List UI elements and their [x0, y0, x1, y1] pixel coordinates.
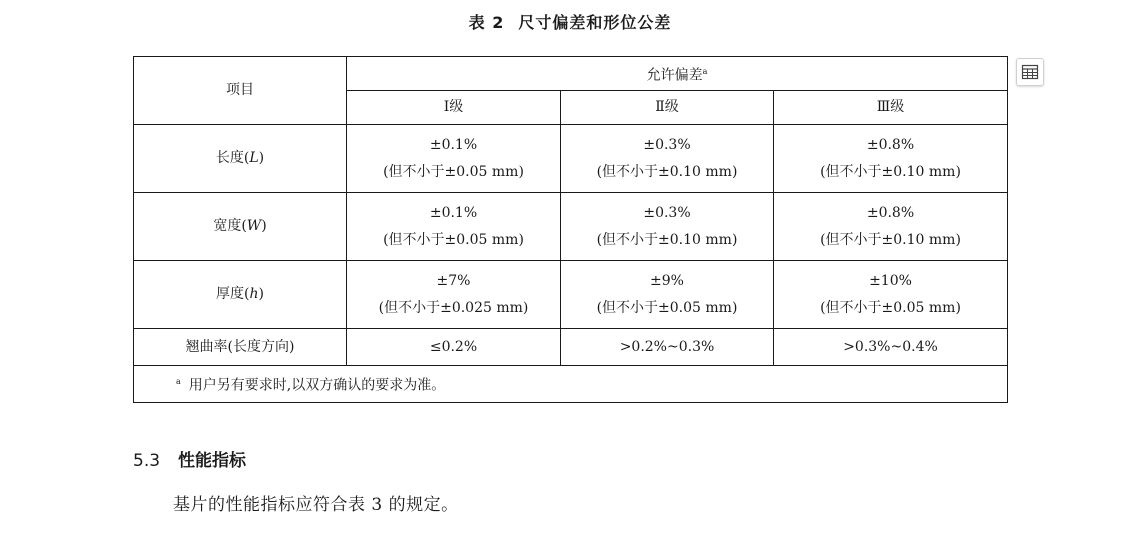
table-cell: ±0.1% (但不小于±0.05 mm) — [347, 193, 561, 261]
table-cell: ±0.8% (但不小于±0.10 mm) — [774, 193, 1008, 261]
table-row — [134, 261, 1008, 329]
table-cell: ±0.3% (但不小于±0.10 mm) — [561, 125, 774, 193]
table-row — [134, 329, 1008, 366]
table-row — [134, 125, 1008, 193]
section-number: 5.3 — [133, 451, 161, 471]
table-title-text: 尺寸偏差和形位公差 — [518, 13, 672, 32]
header-grade-2: Ⅱ级 — [561, 91, 774, 125]
table-cell: ±10% (但不小于±0.05 mm) — [774, 261, 1008, 329]
table-title — [0, 10, 1125, 33]
section-title: 性能指标 — [178, 451, 247, 471]
header-item: 项目 — [134, 57, 347, 125]
row-label-warp: 翘曲率(长度方向) — [134, 329, 347, 366]
table-cell: ±0.8% (但不小于±0.10 mm) — [774, 125, 1008, 193]
table-grid-icon-glyph — [1021, 63, 1039, 81]
header-grade-3: Ⅲ级 — [774, 91, 1008, 125]
section-heading — [133, 446, 246, 471]
table-cell: ±7% (但不小于±0.025 mm) — [347, 261, 561, 329]
table-cell: ±0.3% (但不小于±0.10 mm) — [561, 193, 774, 261]
tolerance-table — [133, 56, 1008, 403]
footnote-text: 用户另有要求时,以双方确认的要求为准。 — [188, 377, 446, 394]
table-cell: ±0.1% (但不小于±0.05 mm) — [347, 125, 561, 193]
table-cell: >0.2%~0.3% — [561, 329, 774, 366]
section-paragraph: 基片的性能指标应符合表 3 的规定。 — [173, 495, 459, 515]
row-label-width: 宽度(W) — [134, 193, 347, 261]
table-cell: ≤0.2% — [347, 329, 561, 366]
table-cell: ±9% (但不小于±0.05 mm) — [561, 261, 774, 329]
row-label-length: 长度(L) — [134, 125, 347, 193]
header-tolerance: 允许偏差$^a$ — [347, 57, 1008, 91]
table-title-label: 表 2 — [468, 13, 505, 32]
footnote-mark: a — [176, 377, 181, 387]
row-label-thickness: 厚度(h) — [134, 261, 347, 329]
table-cell: >0.3%~0.4% — [774, 329, 1008, 366]
footnote-ref: a — [702, 66, 708, 76]
table-row — [134, 193, 1008, 261]
table-footnote — [134, 366, 1008, 403]
header-grade-1: Ⅰ级 — [347, 91, 561, 125]
table-grid-icon[interactable] — [1016, 58, 1044, 86]
